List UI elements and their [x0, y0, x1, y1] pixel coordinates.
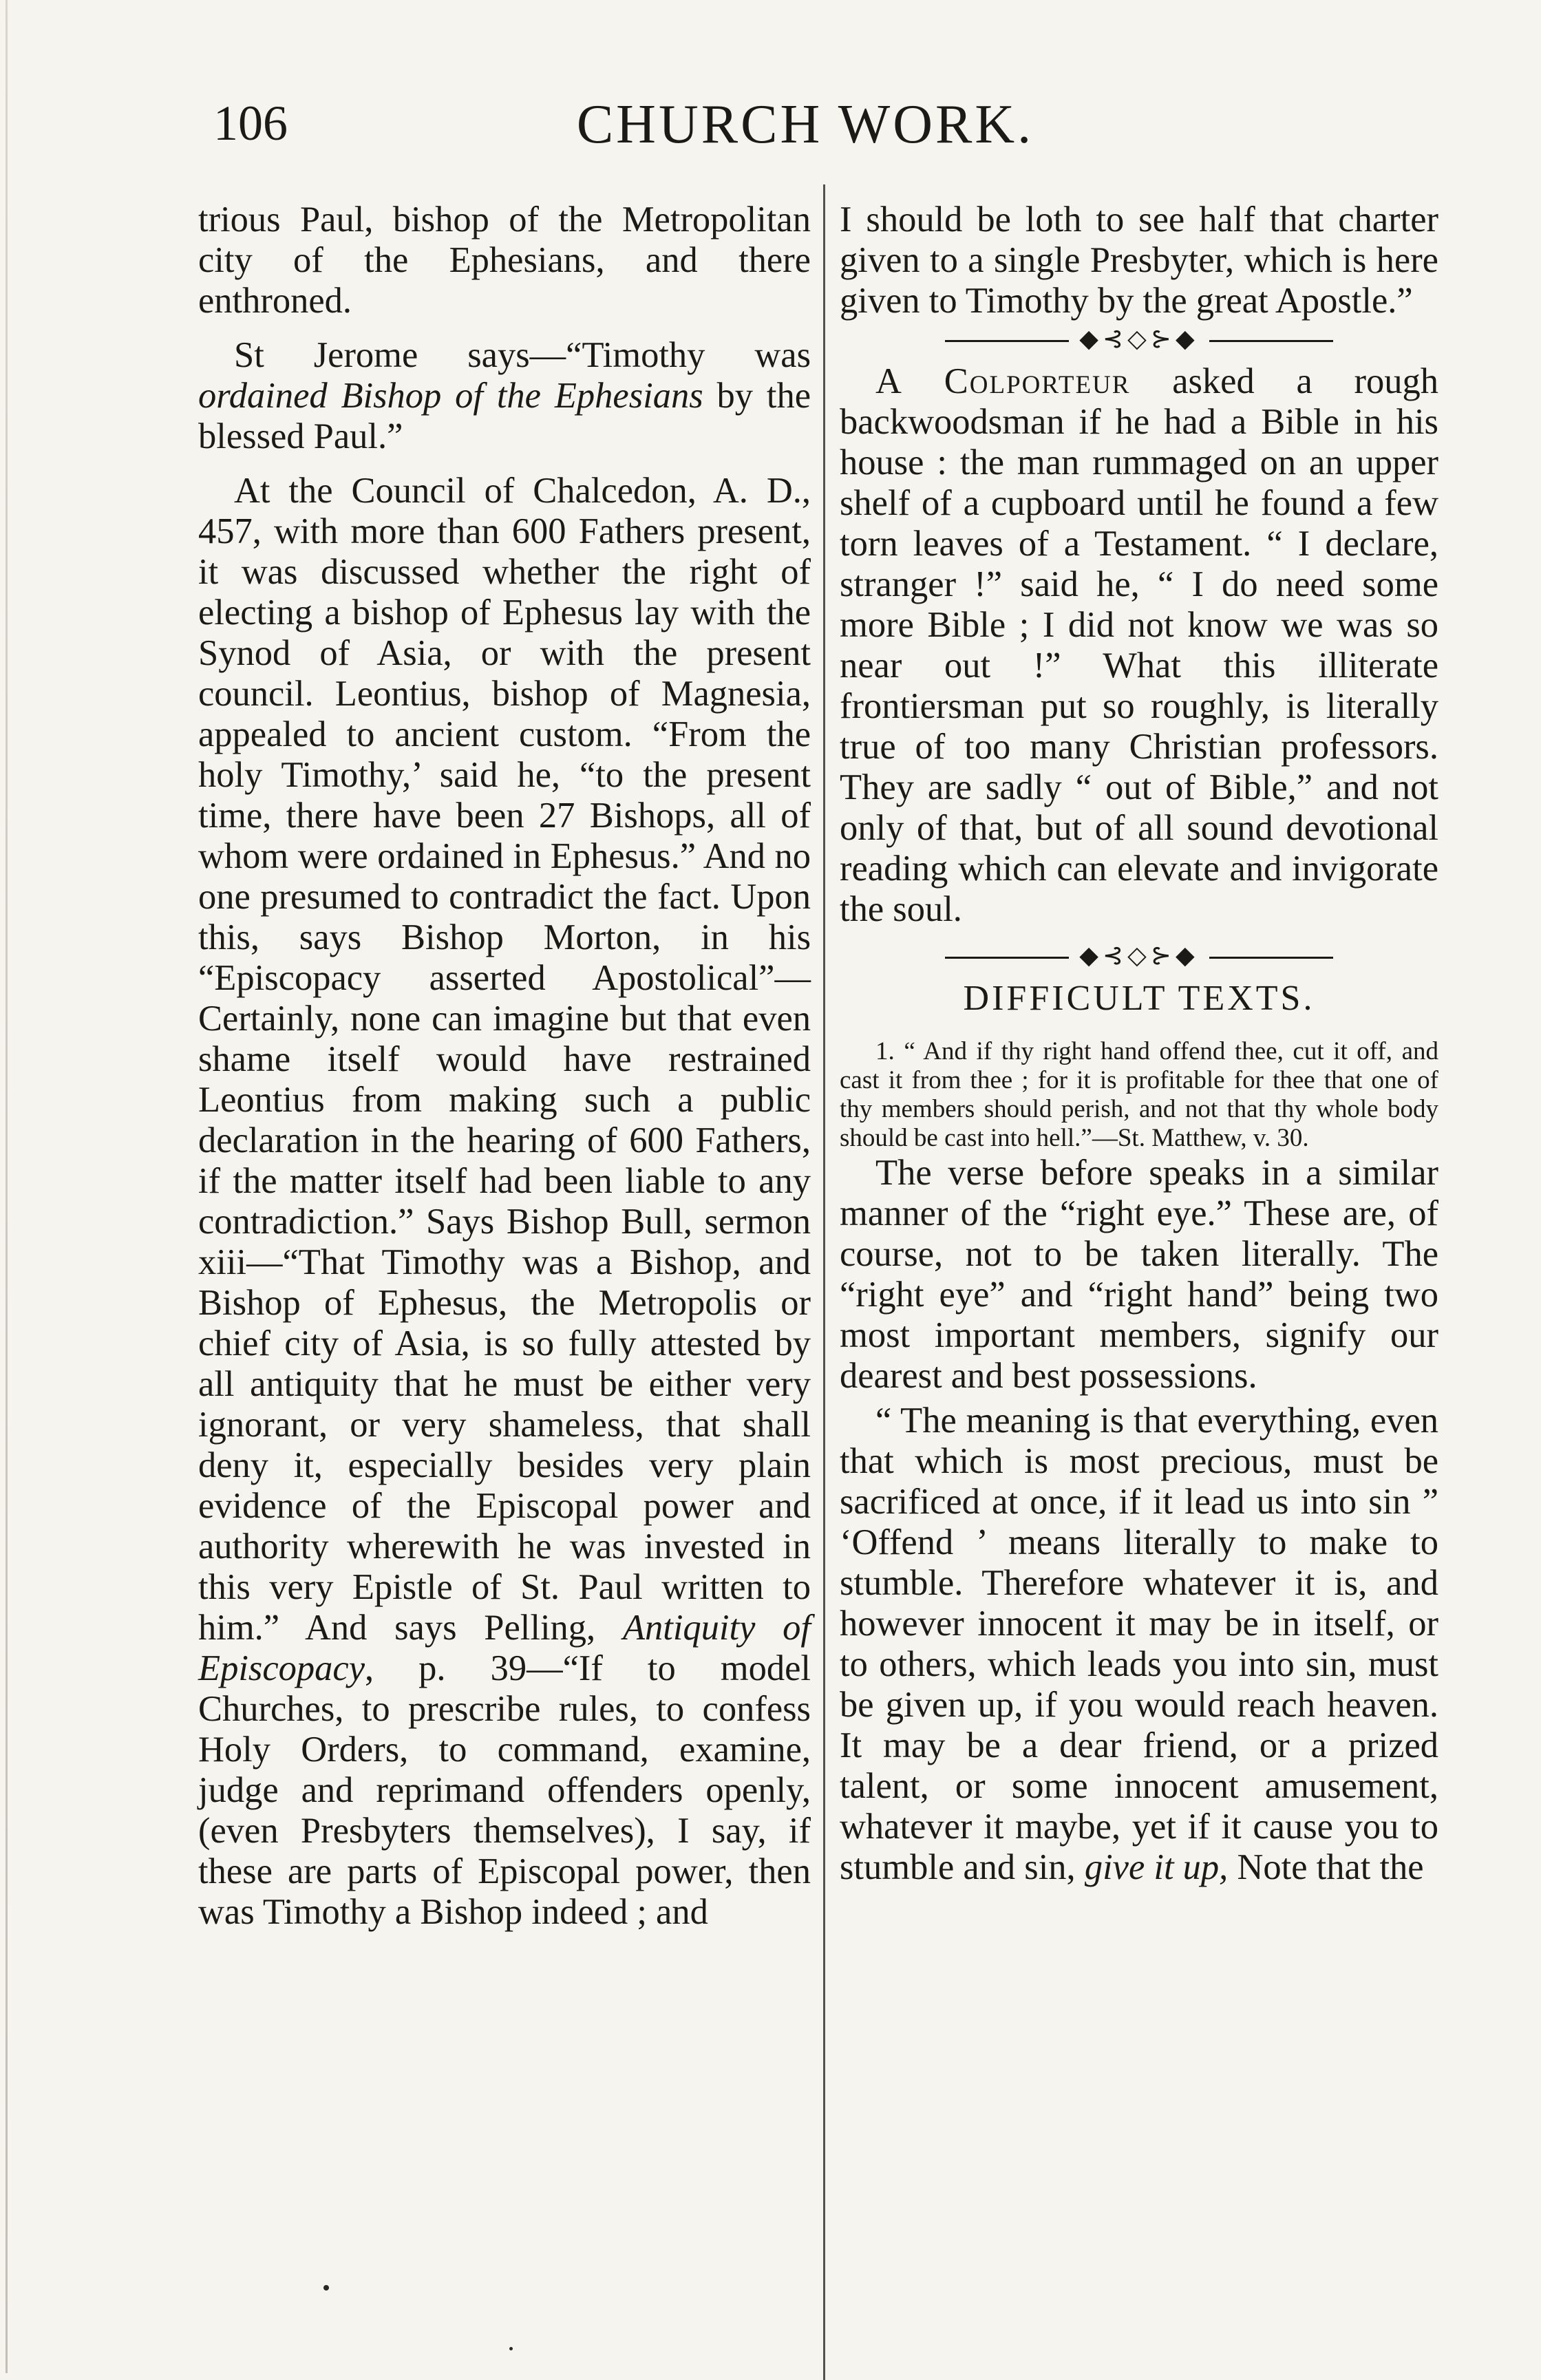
colporteur-paragraph [840, 361, 1438, 930]
right-paragraph-4 [840, 1401, 1438, 1888]
ornament-line [945, 340, 1069, 342]
ornament-glyph: ◆⊰◇⊱◆ [1079, 325, 1199, 352]
print-speck [323, 2285, 329, 2291]
ornament-divider-1 [840, 325, 1438, 352]
running-title: CHURCH WORK. [576, 94, 1034, 155]
right-paragraph-3: The verse before speaks in a similar manner of the “right eye.” These are, of course, not to be taken literally. The “right eye” and “right hand” being two most important members, signify our dearest and best possessions. [840, 1153, 1438, 1396]
left-column [198, 200, 811, 1933]
page-number: 106 [213, 96, 288, 151]
meaning-text: “ The meaning is that everything, even that which is most precious, must be sacrificed at once, if it lead us into sin ” ‘Offend ’ means literally to make to stumble. Therefore whatever it is, and however innocent it may be in itself, or to others, which leads you into sin, must be given up, if you would reach heaven. It may be a dear friend, or a prized talent, or some innocent amusement, whatever it maybe, yet if it cause you to stumble and sin, [840, 1401, 1438, 1887]
ornament-glyph: ◆⊰◇⊱◆ [1079, 942, 1199, 969]
right-paragraph-1: I should be loth to see half that charter given to a single Presbyter, which is here given to Timothy by the great Apostle.” [840, 200, 1438, 321]
ornament-line [945, 957, 1069, 959]
left-paragraph-1: trious Paul, bishop of the Metropolitan city of the Ephesians, and there enthroned. [198, 200, 811, 321]
pelling-book-title: Antiquity of Episcopacy [198, 1608, 811, 1688]
ornament-line [1209, 340, 1333, 342]
print-speck [509, 2347, 513, 2350]
pelling-quote: , p. 39—“If to model Churches, to prescribe rules, to confess Holy Orders, to command, examine, judge and reprimand offenders openly, (even Presbyters themselves), I say, if these are parts of Episcopal power, then was Timothy a Bishop indeed ; and [198, 1648, 811, 1932]
column-divider [823, 184, 825, 2380]
page-edge-shadow [6, 0, 8, 2373]
colporteur-text: asked a rough backwoodsman if he had a Bible in his house : the man rummaged on an upper shelf of a cupboard until he found a few torn leaves of a Testament. “ I declare, stranger !” said he, “ I do need some more Bible ; I did not know we was so near out !” What this illiterate frontiersman put so roughly, is literally true of too many Christian professors. They are sadly “ out of Bible,” and not only of that, but of all sound devotional reading which can elevate and invigorate the soul. [840, 361, 1438, 929]
colporteur-lead: A Colporteur [875, 361, 1131, 401]
left-paragraph-2 [198, 335, 811, 457]
right-column [840, 200, 1438, 1888]
ornament-divider-2 [840, 942, 1438, 969]
give-it-up-italic: give it up, [1084, 1847, 1229, 1887]
jerome-quote-end: by the blessed Paul.” [198, 376, 811, 456]
page-header [200, 81, 1411, 164]
section-heading: DIFFICULT TEXTS. [963, 979, 1315, 1018]
left-paragraph-3 [198, 471, 811, 1933]
jerome-quote-start: St Jerome says—“Timothy was [234, 335, 811, 375]
ornament-line [1209, 957, 1333, 959]
jerome-quote-italic: ordained Bishop of the Ephesians [198, 376, 703, 416]
chalcedon-text: At the Council of Chalcedon, A. D., 457, with more than 600 Fathers present, it was discussed whether the right of electing a bishop of Ephesus lay with the Synod of Asia, or with the present council. Leontius, bishop of Magnesia, appealed to ancient custom. “From the holy Timothy,’ said he, “to the present time, there have been 27 Bishops, all of whom were ordained in Ephesus.” And no one presumed to contradict the fact. Upon this, says Bishop Morton, in his “Episcopacy asserted Apostolical”—Certainly, none can imagine but that even shame itself would have restrained Leontius from making such a public declaration in the hearing of 600 Fathers, if the matter itself had been liable to any contradiction.” Says Bishop Bull, sermon xiii—“That Timothy was a Bishop, and Bishop of Ephesus, the Metropolis or chief city of Asia, is so fully attested by all antiquity that he must be either very ignorant, or very shameless, that shall deny it, especially besides very plain evidence of the Episcopal power and authority wherewith he was invested in this very Epistle of St. Paul written to him.” And says Pelling, [198, 471, 811, 1648]
scripture-verse: 1. “ And if thy right hand offend thee, cut it off, and cast it from thee ; for it is profitable for thee that one of thy members should perish, and not that thy whole body should be cast into hell.”—St. Matthew, v. 30. [840, 1037, 1438, 1152]
meaning-text-end: Note that the [1228, 1847, 1424, 1887]
